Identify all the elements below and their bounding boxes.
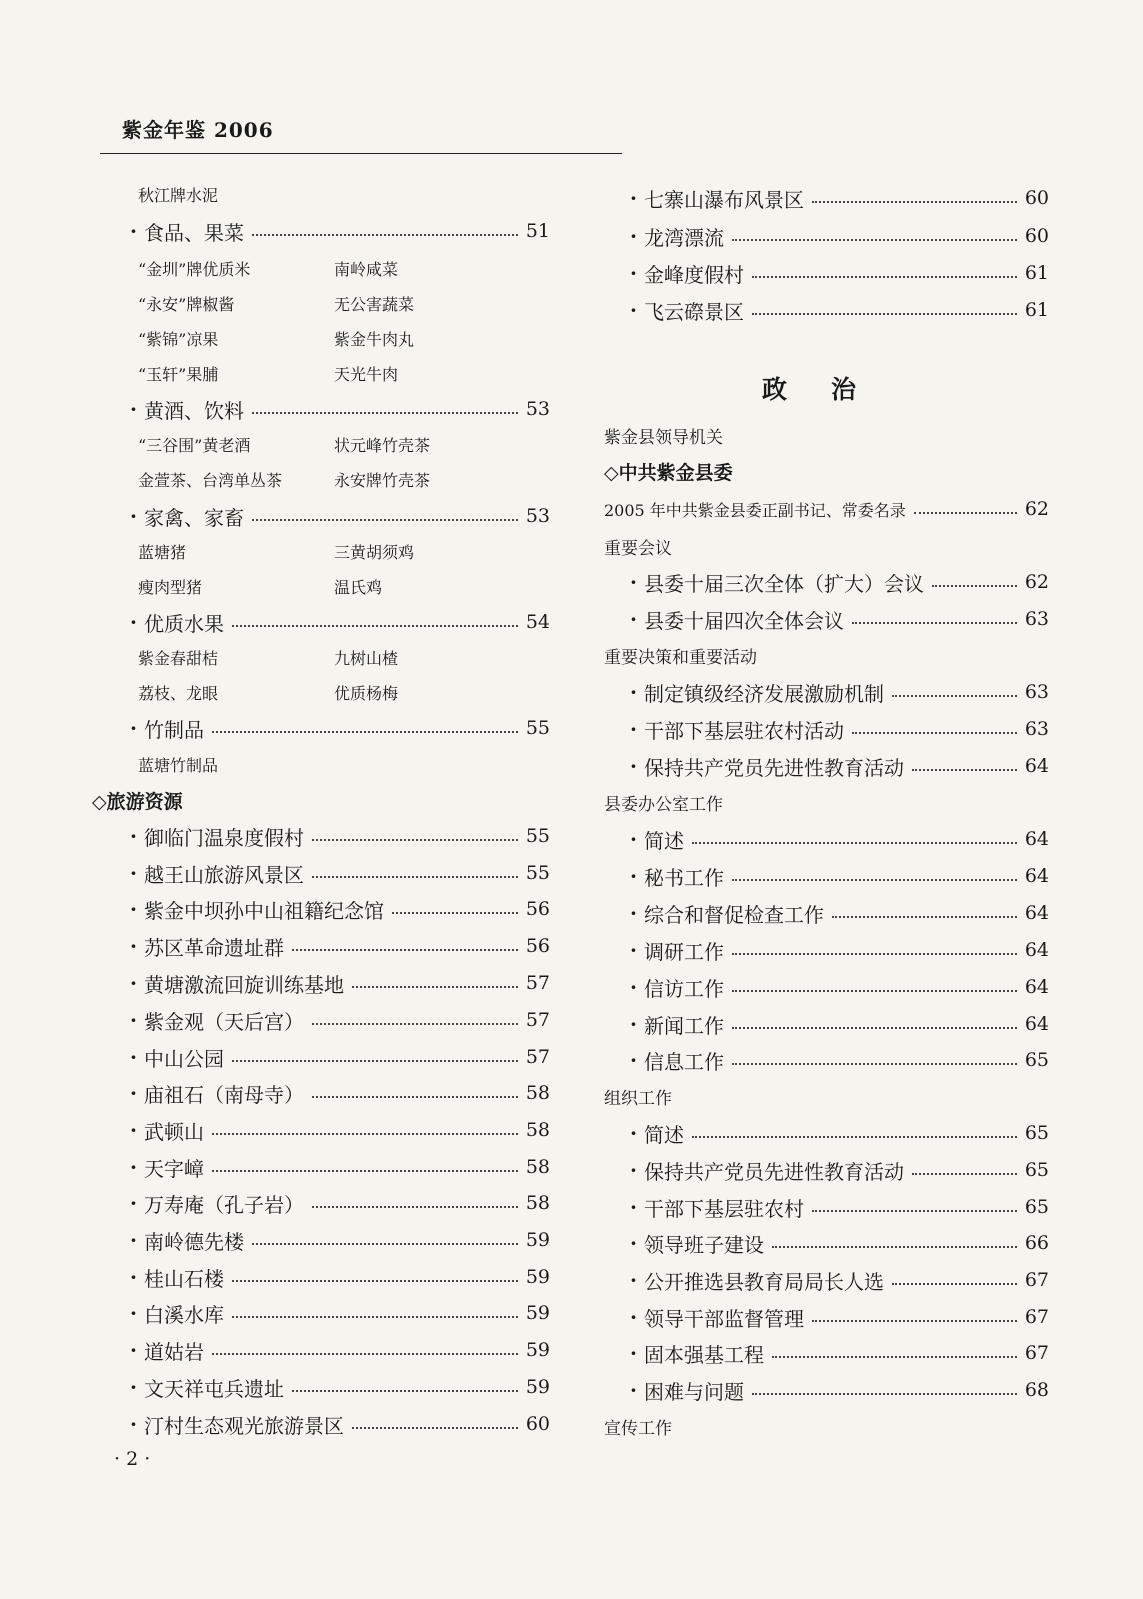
entry-title: 黄酒、饮料 (144, 398, 244, 423)
bullet-dot: · (630, 1341, 637, 1365)
entry-page-number: 60 (1024, 187, 1049, 209)
bullet-dot: · (630, 680, 637, 704)
sub-item-pair (130, 251, 550, 285)
bullet-dot: · (630, 864, 637, 888)
bullet-dot: · (130, 1375, 137, 1399)
sub-item[interactable]: “三谷围”黄老酒 (138, 435, 251, 455)
toc-entry[interactable] (604, 1373, 1049, 1407)
entry-page-number: 64 (1024, 1013, 1049, 1035)
bullet-dot: · (630, 1305, 637, 1329)
toc-entry[interactable] (130, 966, 550, 1000)
dot-leader (252, 234, 518, 236)
dot-leader (692, 842, 1017, 844)
toc-entry[interactable] (604, 712, 1049, 746)
dot-leader (732, 1027, 1017, 1029)
bullet-dot: · (630, 1231, 637, 1255)
entry-page-number: 56 (525, 898, 550, 920)
toc-entry[interactable] (604, 970, 1049, 1004)
entry-title: 综合和督促检查工作 (644, 902, 824, 927)
entry-title: 制定镇级经济发展激励机制 (644, 681, 884, 706)
entry-page-number: 63 (1024, 718, 1049, 740)
toc-entry[interactable] (130, 392, 550, 426)
toc-entry[interactable] (130, 1113, 550, 1147)
sub-item[interactable]: 蓝塘猪 (138, 542, 187, 562)
entry-title: 中山公园 (144, 1046, 224, 1071)
sub-item[interactable]: 优质杨梅 (334, 683, 399, 703)
entry-title: 简述 (644, 828, 684, 853)
entry-page-number: 59 (525, 1266, 550, 1288)
bullet-dot: · (630, 261, 637, 285)
toc-entry[interactable] (130, 1040, 550, 1074)
toc-entry[interactable] (604, 896, 1049, 930)
bullet-dot: · (630, 607, 637, 631)
bullet-dot: · (130, 1412, 137, 1436)
dot-leader (292, 949, 518, 951)
entry-page-number: 65 (1024, 1159, 1049, 1181)
dot-leader (252, 412, 518, 414)
bullet-dot: · (130, 1265, 137, 1289)
section-heading: ◇中共紫金县委 (604, 461, 733, 484)
toc-entry[interactable] (604, 1190, 1049, 1224)
dot-leader (352, 986, 518, 988)
page-number: · 2 · (114, 1448, 151, 1470)
sub-item[interactable]: 瘦肉型猪 (138, 577, 203, 597)
sub-item-pair (130, 569, 550, 603)
entry-title: 信息工作 (644, 1049, 724, 1074)
sub-item[interactable]: 南岭咸菜 (334, 259, 399, 279)
bullet-dot: · (630, 570, 637, 594)
section-heading-politics: 政治 (762, 375, 901, 404)
entry-page-number: 55 (525, 825, 550, 847)
dot-leader (852, 622, 1017, 624)
category-heading: 重要决策和重要活动 (604, 647, 757, 668)
category-heading: 重要会议 (604, 538, 672, 559)
entry-page-number: 65 (1024, 1049, 1049, 1071)
entry-title: 天字嶂 (144, 1156, 204, 1181)
dot-leader (392, 912, 518, 914)
toc-entry[interactable] (130, 819, 550, 853)
dot-leader (312, 839, 518, 841)
bullet-dot: · (130, 861, 137, 885)
entry-title: 桂山石楼 (144, 1266, 224, 1291)
sub-item[interactable]: 状元峰竹壳茶 (334, 435, 431, 455)
entry-page-number: 58 (525, 1082, 550, 1104)
entry-page-number: 60 (525, 1413, 550, 1435)
toc-entry[interactable] (604, 256, 1049, 290)
bullet-dot: · (630, 186, 637, 210)
entry-page-number: 54 (525, 611, 550, 633)
bullet-dot: · (130, 1301, 137, 1325)
category-heading: 组织工作 (604, 1088, 672, 1109)
toc-entry[interactable] (604, 1116, 1049, 1150)
sub-item[interactable]: 紫金牛肉丸 (334, 329, 415, 349)
dot-leader (732, 1063, 1017, 1065)
dot-leader (752, 1393, 1017, 1395)
bullet-dot: · (630, 1158, 637, 1182)
entry-title: 县委十届四次全体会议 (644, 608, 844, 633)
entry-page-number: 57 (525, 1009, 550, 1031)
toc-entry[interactable] (604, 1336, 1049, 1370)
entry-title: 优质水果 (144, 611, 224, 636)
bullet-dot: · (130, 1191, 137, 1215)
section-heading: ◇旅游资源 (92, 790, 183, 813)
entry-page-number: 56 (525, 935, 550, 957)
dot-leader (732, 879, 1017, 881)
toc-entry[interactable] (130, 1223, 550, 1257)
entry-title: 南岭德先楼 (144, 1229, 244, 1254)
dot-leader (732, 239, 1017, 241)
bullet-dot: · (130, 504, 137, 528)
toc-entry[interactable] (130, 214, 550, 248)
bullet-dot: · (630, 717, 637, 741)
entry-page-number: 65 (1024, 1196, 1049, 1218)
toc-entry[interactable] (130, 499, 550, 533)
sub-item[interactable]: 天光牛肉 (334, 364, 399, 384)
entry-page-number: 53 (525, 398, 550, 420)
sub-item[interactable]: 九树山楂 (334, 648, 399, 668)
bullet-dot: · (630, 1268, 637, 1292)
entry-title: 领导班子建设 (644, 1232, 764, 1257)
sub-item-pair (130, 427, 550, 461)
toc-entry[interactable] (130, 1296, 550, 1330)
dot-leader (812, 201, 1017, 203)
entry-title: 干部下基层驻农村活动 (644, 718, 844, 743)
entry-title: 紫金观（天后宫） (144, 1009, 304, 1034)
entry-title: 县委十届三次全体（扩大）会议 (644, 571, 924, 596)
entry-page-number: 60 (1024, 225, 1049, 247)
entry-title: 调研工作 (644, 939, 724, 964)
dot-leader (232, 1060, 518, 1062)
sub-item-pair (130, 321, 550, 355)
sub-item-pair (130, 640, 550, 674)
toc-entry[interactable] (130, 1260, 550, 1294)
entry-page-number: 67 (1024, 1306, 1049, 1328)
sub-item[interactable]: 金萱茶、台湾单丛茶 (138, 470, 283, 490)
sub-item-pair (130, 534, 550, 568)
bullet-dot: · (130, 1081, 137, 1105)
entry-page-number: 59 (525, 1376, 550, 1398)
toc-entry[interactable] (604, 293, 1049, 327)
dot-leader (292, 1390, 518, 1392)
dot-leader (932, 585, 1017, 587)
toc-entry[interactable] (604, 1043, 1049, 1077)
entry-title: 道姑岩 (144, 1339, 204, 1364)
dot-leader (312, 1206, 518, 1208)
entry-title: 紫金中坝孙中山祖籍纪念馆 (144, 898, 384, 923)
sub-item[interactable]: 永安牌竹壳茶 (334, 470, 431, 490)
bullet-dot: · (130, 219, 137, 243)
bullet-dot: · (630, 1012, 637, 1036)
dot-leader (232, 1316, 518, 1318)
sub-item-pair (130, 675, 550, 709)
sub-item[interactable]: 秋江牌水泥 (138, 185, 219, 205)
entry-title: 文天祥屯兵遗址 (144, 1376, 284, 1401)
toc-entry[interactable] (130, 711, 550, 745)
dot-leader (914, 512, 1017, 514)
category-heading: 宣传工作 (604, 1418, 672, 1439)
entry-title: 领导干部监督管理 (644, 1306, 804, 1331)
dot-leader (212, 1170, 518, 1172)
sub-item[interactable]: 无公害蔬菜 (334, 294, 415, 314)
entry-title: 秘书工作 (644, 865, 724, 890)
entry-page-number: 59 (525, 1229, 550, 1251)
entry-title: 苏区革命遗址群 (144, 935, 284, 960)
entry-title: 保持共产党员先进性教育活动 (644, 755, 904, 780)
bullet-dot: · (130, 1008, 137, 1032)
toc-entry[interactable] (604, 859, 1049, 893)
bullet-dot: · (130, 1118, 137, 1142)
entry-title: 黄塘激流回旋训练基地 (144, 972, 344, 997)
toc-entry[interactable] (604, 181, 1049, 215)
entry-page-number: 57 (525, 1046, 550, 1068)
bullet-dot: · (630, 827, 637, 851)
entry-title: 新闻工作 (644, 1013, 724, 1038)
sub-item-pair (130, 356, 550, 390)
sub-item[interactable]: 温氏鸡 (334, 577, 383, 597)
toc-entry[interactable] (130, 1076, 550, 1110)
toc-entry[interactable] (130, 856, 550, 890)
dot-leader (812, 1210, 1017, 1212)
entry-title: 越王山旅游风景区 (144, 862, 304, 887)
sub-item[interactable]: 紫金春甜桔 (138, 648, 219, 668)
toc-entry[interactable] (130, 1003, 550, 1037)
bullet-dot: · (130, 824, 137, 848)
entry-page-number: 58 (525, 1119, 550, 1141)
bullet-dot: · (630, 938, 637, 962)
dot-leader (752, 276, 1017, 278)
entry-title: 家禽、家畜 (144, 505, 244, 530)
toc-entry[interactable] (604, 1007, 1049, 1041)
entry-page-number: 68 (1024, 1379, 1049, 1401)
entry-page-number: 67 (1024, 1342, 1049, 1364)
entry-title: 武顿山 (144, 1119, 204, 1144)
toc-entry[interactable] (604, 1300, 1049, 1334)
entry-page-number: 63 (1024, 608, 1049, 630)
entry-title: 万寿庵（孔子岩） (144, 1192, 304, 1217)
sub-item[interactable]: 三黄胡须鸡 (334, 542, 415, 562)
dot-leader (312, 876, 518, 878)
dot-leader (252, 519, 518, 521)
toc-entry[interactable] (604, 602, 1049, 636)
toc-entry[interactable] (604, 933, 1049, 967)
toc-entry[interactable] (130, 605, 550, 639)
entry-page-number: 64 (1024, 902, 1049, 924)
dot-leader (812, 1320, 1017, 1322)
sub-item[interactable]: “永安”牌椒酱 (138, 294, 235, 314)
sub-item[interactable]: 蓝塘竹制品 (138, 755, 219, 775)
running-header: 紫金年鉴 2006 (122, 118, 274, 142)
toc-entry[interactable] (604, 1263, 1049, 1297)
entry-page-number: 65 (1024, 1122, 1049, 1144)
entry-page-number: 57 (525, 972, 550, 994)
entry-page-number: 55 (525, 862, 550, 884)
entry-page-number: 51 (525, 220, 550, 242)
entry-title: 信访工作 (644, 976, 724, 1001)
dot-leader (912, 1173, 1017, 1175)
dot-leader (752, 313, 1017, 315)
dot-leader (732, 953, 1017, 955)
entry-page-number: 63 (1024, 681, 1049, 703)
dot-leader (312, 1096, 518, 1098)
bullet-dot: · (130, 1228, 137, 1252)
bullet-dot: · (130, 934, 137, 958)
entry-page-number: 58 (525, 1156, 550, 1178)
bullet-dot: · (130, 1045, 137, 1069)
entry-title: 白溪水库 (144, 1302, 224, 1327)
entry-page-number: 61 (1024, 299, 1049, 321)
entry-title: 干部下基层驻农村 (644, 1196, 804, 1221)
bullet-dot: · (130, 1155, 137, 1179)
entry-title: 金峰度假村 (644, 262, 744, 287)
toc-entry[interactable] (130, 929, 550, 963)
dot-leader (252, 1243, 518, 1245)
dot-leader (832, 916, 1017, 918)
bullet-dot: · (630, 1121, 637, 1145)
entry-title: 庙祖石（南母寺） (144, 1082, 304, 1107)
entry-title: 七寨山瀑布风景区 (644, 187, 804, 212)
entry-page-number: 59 (525, 1339, 550, 1361)
sub-item[interactable]: “玉轩”果脯 (138, 364, 219, 384)
entry-title: 2005 年中共紫金县委正副书记、常委名录 (604, 500, 906, 520)
entry-title: 公开推选县教育局局长人选 (644, 1269, 884, 1294)
toc-entry[interactable] (130, 1150, 550, 1184)
dot-leader (212, 1133, 518, 1135)
bullet-dot: · (130, 897, 137, 921)
bullet-dot: · (630, 298, 637, 322)
entry-page-number: 62 (1024, 571, 1049, 593)
toc-entry[interactable] (604, 749, 1049, 783)
category-heading: 紫金县领导机关 (604, 427, 723, 448)
bullet-dot: · (630, 1378, 637, 1402)
dot-leader (312, 1023, 518, 1025)
category-heading: 县委办公室工作 (604, 794, 723, 815)
entry-page-number: 59 (525, 1302, 550, 1324)
toc-entry[interactable] (604, 565, 1049, 599)
entry-page-number: 64 (1024, 865, 1049, 887)
sub-item-pair (130, 286, 550, 320)
toc-entry[interactable] (604, 822, 1049, 856)
bullet-dot: · (130, 716, 137, 740)
dot-leader (352, 1427, 518, 1429)
entry-page-number: 55 (525, 717, 550, 739)
entry-page-number: 61 (1024, 262, 1049, 284)
entry-page-number: 53 (525, 505, 550, 527)
dot-leader (892, 695, 1017, 697)
entry-title: 保持共产党员先进性教育活动 (644, 1159, 904, 1184)
toc-entry[interactable] (604, 675, 1049, 709)
entry-page-number: 64 (1024, 828, 1049, 850)
entry-title: 固本强基工程 (644, 1342, 764, 1367)
dot-leader (232, 1280, 518, 1282)
dot-leader (732, 990, 1017, 992)
entry-page-number: 67 (1024, 1269, 1049, 1291)
toc-entry[interactable] (604, 1153, 1049, 1187)
bullet-dot: · (130, 397, 137, 421)
dot-leader (212, 731, 518, 733)
entry-title: 御临门温泉度假村 (144, 825, 304, 850)
bullet-dot: · (630, 901, 637, 925)
entry-title: 飞云磜景区 (644, 299, 744, 324)
bullet-dot: · (130, 1338, 137, 1362)
entry-title: 简述 (644, 1122, 684, 1147)
toc-entry[interactable] (604, 492, 1049, 526)
bullet-dot: · (630, 975, 637, 999)
bullet-dot: · (630, 1195, 637, 1219)
dot-leader (772, 1356, 1017, 1358)
entry-title: 龙湾漂流 (644, 225, 724, 250)
entry-title: 汀村生态观光旅游景区 (144, 1413, 344, 1438)
toc-entry[interactable] (130, 892, 550, 926)
sub-item[interactable]: 荔枝、龙眼 (138, 683, 219, 703)
sub-item-pair (130, 462, 550, 496)
entry-page-number: 58 (525, 1192, 550, 1214)
dot-leader (912, 769, 1017, 771)
dot-leader (852, 732, 1017, 734)
entry-title: 食品、果菜 (144, 220, 244, 245)
entry-page-number: 64 (1024, 976, 1049, 998)
entry-page-number: 62 (1024, 498, 1049, 520)
toc-entry[interactable] (130, 1370, 550, 1404)
dot-leader (232, 625, 518, 627)
entry-page-number: 66 (1024, 1232, 1049, 1254)
dot-leader (772, 1246, 1017, 1248)
entry-page-number: 64 (1024, 939, 1049, 961)
dot-leader (892, 1283, 1017, 1285)
bullet-dot: · (630, 754, 637, 778)
bullet-dot: · (130, 971, 137, 995)
toc-entry[interactable] (130, 1407, 550, 1441)
sub-item[interactable]: “金圳”牌优质米 (138, 259, 251, 279)
header-rule (100, 153, 622, 154)
sub-item[interactable]: “紫锦”凉果 (138, 329, 219, 349)
toc-entry[interactable] (604, 1226, 1049, 1260)
toc-entry[interactable] (130, 1333, 550, 1367)
bullet-dot: · (630, 1048, 637, 1072)
entry-page-number: 64 (1024, 755, 1049, 777)
toc-entry[interactable] (604, 219, 1049, 253)
toc-entry[interactable] (130, 1186, 550, 1220)
bullet-dot: · (130, 610, 137, 634)
dot-leader (692, 1136, 1017, 1138)
entry-title: 困难与问题 (644, 1379, 744, 1404)
bullet-dot: · (630, 224, 637, 248)
dot-leader (212, 1353, 518, 1355)
entry-title: 竹制品 (144, 717, 204, 742)
